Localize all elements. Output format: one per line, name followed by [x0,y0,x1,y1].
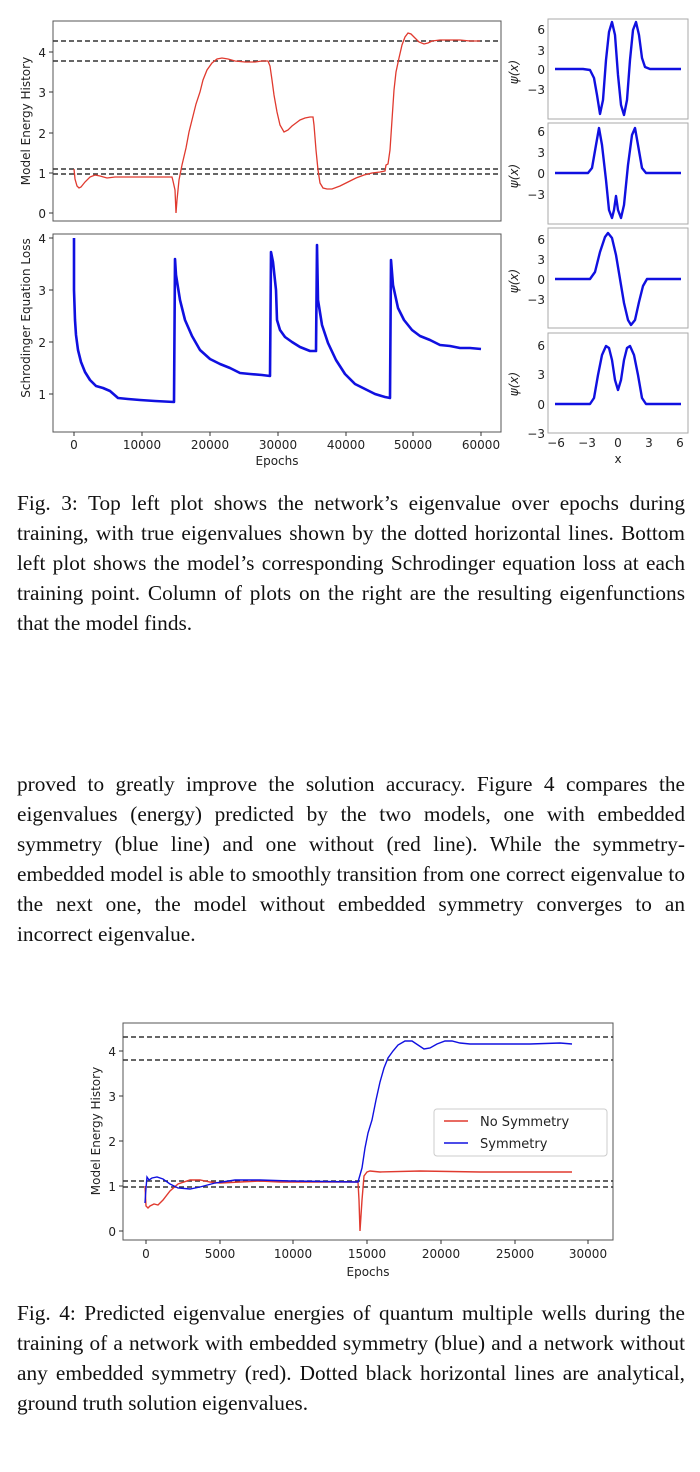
svg-text:0: 0 [537,63,545,77]
psi-x-ticks [547,436,684,450]
svg-text:10000: 10000 [273,1247,313,1261]
svg-text:6: 6 [676,436,684,450]
xtick: 30000 [258,438,298,452]
figure-4-caption: Fig. 4: Predicted eigenvalue energies of quantum multiple wells during the training of a network with embedded symmetry (blue) and a network without any embedded symmetry (red). Dotted black horizontal lines are analytical, ground truth solution eigenvalues. [17,1301,685,1415]
svg-text:3: 3 [537,368,545,382]
ytick: 2 [38,336,46,350]
psi-panel-1 [507,19,688,119]
xtick: 0 [70,438,78,452]
svg-text:6: 6 [537,125,545,139]
svg-text:0: 0 [142,1247,150,1261]
psi-y-label: ψ(x) [507,59,521,85]
svg-text:2: 2 [108,1135,116,1149]
xtick: 50000 [393,438,433,452]
svg-text:5000: 5000 [204,1247,236,1261]
svg-text:0: 0 [108,1225,116,1239]
loss-y-axis [38,232,53,402]
ytick: 4 [38,232,46,246]
psi-y-label: ψ(x) [507,163,521,189]
svg-text:−3: −3 [578,436,596,450]
legend [434,1109,607,1156]
figure-4 [0,1000,700,1290]
svg-text:30000: 30000 [568,1247,608,1261]
svg-text:−3: −3 [527,188,545,202]
figure-3 [0,0,700,470]
energy-history-plot [19,21,501,221]
legend-symmetry: Symmetry [480,1137,548,1152]
svg-text:0: 0 [614,436,622,450]
svg-text:3: 3 [537,44,545,58]
svg-text:20000: 20000 [421,1247,461,1261]
svg-text:6: 6 [537,339,545,353]
psi-panel-3 [507,228,688,328]
fig4-y-label: Model Energy History [89,1066,103,1196]
ytick: 2 [38,127,46,141]
loss-x-label: Epochs [255,454,299,468]
svg-text:1: 1 [108,1180,116,1194]
svg-text:−3: −3 [527,293,545,307]
xtick: 20000 [190,438,230,452]
body-paragraph: proved to greatly improve the solution accuracy. Figure 4 compares the eigenvalues (energy) predicted by the two models, one with embedded symmetry (blue line) and one without (red line). While the symmetry-embedded model is able to smoothly transition from one correct eigenvalue to the next one, the model without embedded symmetry converges to an incorrect eigenvalue. [17,772,685,946]
psi-y-label: ψ(x) [507,268,521,294]
svg-text:15000: 15000 [347,1247,387,1261]
loss-x-axis [70,432,500,452]
xtick: 60000 [461,438,501,452]
ytick: 4 [38,46,46,60]
svg-text:3: 3 [537,146,545,160]
ytick: 1 [38,388,46,402]
svg-text:4: 4 [108,1045,116,1059]
ytick: 3 [38,86,46,100]
legend-no-symmetry: No Symmetry [480,1115,570,1130]
psi-y-ticks [527,125,545,202]
svg-text:6: 6 [537,23,545,37]
ytick: 0 [38,207,46,221]
psi-panel-2 [507,123,688,224]
fig4-x-label: Epochs [346,1265,390,1279]
svg-text:0: 0 [537,398,545,412]
svg-text:−3: −3 [527,427,545,441]
svg-text:3: 3 [108,1090,116,1104]
xtick: 10000 [122,438,162,452]
figure-3-caption: Fig. 3: Top left plot shows the network’s eigenvalue over epochs during training, with true eigenvalues shown by the dotted horizontal lines. Bottom left plot shows the model’s corresponding Schrodinger equation loss at each training point. Column of plots on the right are the resulting eigenfunctions that the model finds. [17,491,685,635]
svg-text:−3: −3 [527,83,545,97]
svg-text:25000: 25000 [495,1247,535,1261]
loss-y-label: Schrodinger Equation Loss [19,238,33,398]
psi-y-ticks [527,23,545,97]
energy-y-axis [38,46,53,221]
svg-text:6: 6 [537,233,545,247]
psi-y-label: ψ(x) [507,371,521,397]
ytick: 1 [38,167,46,181]
svg-text:0: 0 [537,167,545,181]
xtick: 40000 [326,438,366,452]
svg-text:3: 3 [537,253,545,267]
psi-panel-4 [507,333,688,466]
eigenfunction-plots [507,19,688,466]
svg-text:0: 0 [537,273,545,287]
fig4-y-axis [108,1045,123,1239]
fig4-x-axis [142,1240,607,1261]
schrodinger-loss-plot [19,232,501,468]
svg-text:−6: −6 [547,436,565,450]
svg-text:3: 3 [645,436,653,450]
psi-y-ticks [527,233,545,307]
ytick: 3 [38,284,46,298]
energy-y-label: Model Energy History [19,56,33,186]
psi-y-ticks [527,339,545,441]
psi-x-label: x [614,452,622,466]
